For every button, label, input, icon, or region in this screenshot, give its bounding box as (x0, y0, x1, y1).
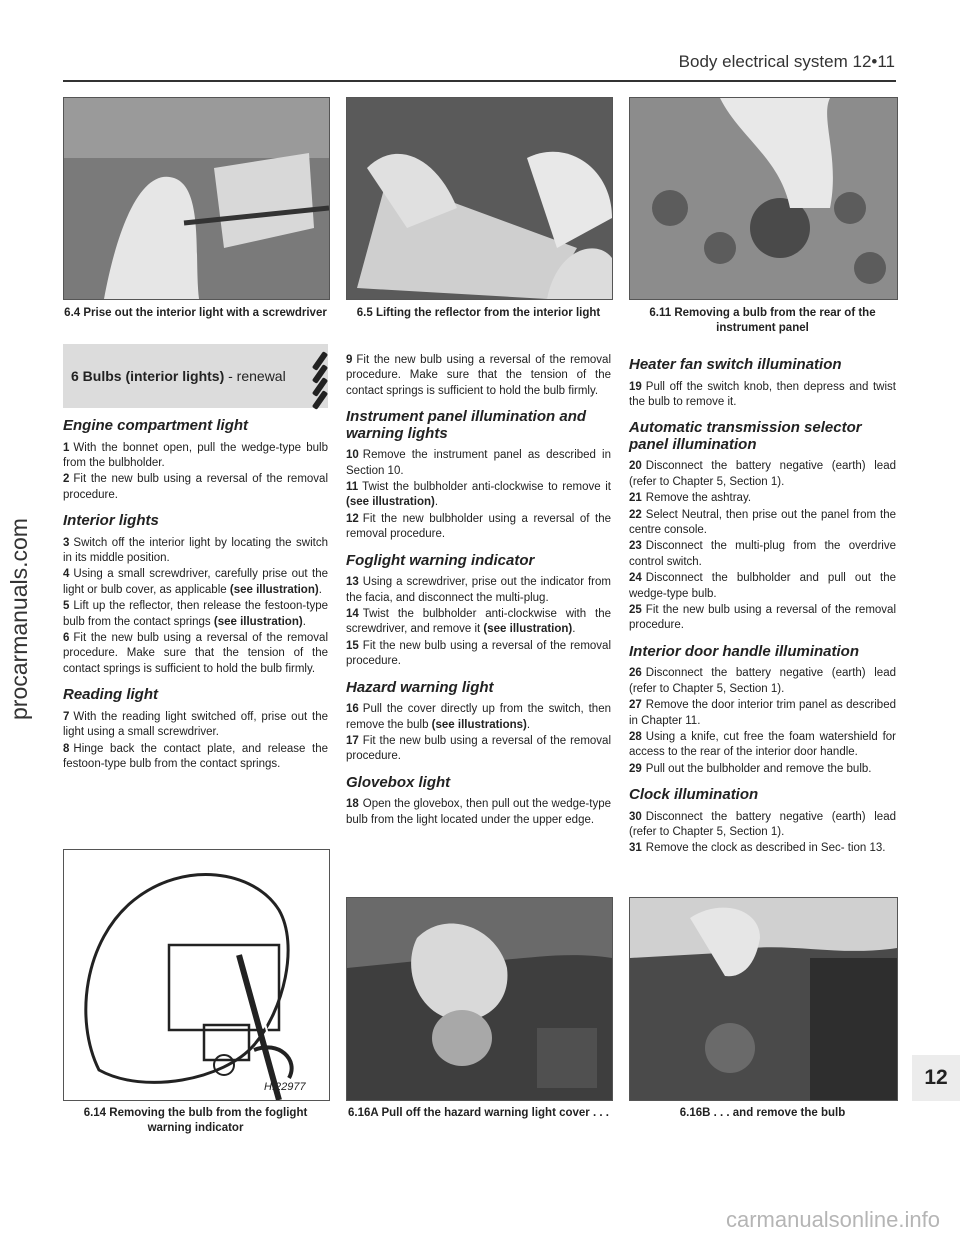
step-9: 9 Fit the new bulb using a reversal of the removal procedure. Make sure that the tension of the contact springs is sufficient to hold the bulb firmly. (346, 354, 611, 397)
drawing-6-14 (63, 849, 330, 1101)
step-1: 1 With the bonnet open, pull the wedge-type bulb from the bulbholder. (63, 441, 328, 469)
step-26: 26 Disconnect the battery negative (earth) lead (refer to Chapter 5, Section 1). (629, 667, 896, 695)
step-3: 3 Switch off the interior light by locating the switch in its middle position. (63, 536, 328, 565)
subheading-hazard: Hazard warning light (346, 678, 494, 696)
subheading-reading-light: Reading light (63, 686, 158, 704)
subheading-auto-transmission: Automatic transmission selector panel illumination (629, 419, 862, 453)
step-14: 14 Twist the bulbholder anti-clockwise with the screwdriver, and remove it (see illustration). (346, 607, 611, 636)
step-25: 25 Fit the new bulb using a reversal of the removal procedure. (629, 603, 896, 632)
caption-6-5: 6.5 Lifting the reflector from the interior light (356, 307, 601, 319)
step-23: 23 Disconnect the multi-plug from the overdrive control switch. (629, 540, 896, 568)
subheading-interior-lights: Interior lights (63, 512, 159, 530)
step-22: 22 Select Neutral, then prise out the panel from the centre console. (629, 508, 896, 536)
page-header-title: Body electrical system 12•11 (678, 52, 895, 71)
step-29: 29 Pull out the bulbholder and remove the bulb. (629, 762, 872, 775)
step-31: 31 Remove the clock as described in Sec- tion 13. (629, 842, 886, 855)
step-4: 4 Using a small screwdriver, carefully prise out the light or bulb cover, as applicable (see illustration). (63, 568, 328, 596)
step-30: 30 Disconnect the battery negative (earth) lead (refer to Chapter 5, Section 1). (629, 810, 896, 839)
step-18: 18 Open the glovebox, then pull out the wedge-type bulb from the light located under the upper edge. (346, 798, 611, 826)
subheading-engine-compartment: Engine compartment light (63, 417, 249, 434)
caption-6-14: 6.14 Removing the bulb from the foglight warning indicator (83, 1107, 308, 1134)
step-19: 19 Pull off the switch knob, then depress and twist the bulb to remove it. (629, 380, 896, 408)
photo-6-11 (629, 97, 898, 300)
step-16: 16 Pull the cover directly up from the switch, then remove the bulb (see illustrations). (346, 703, 611, 731)
step-28: 28 Using a knife, cut free the foam watershield for access to the rear of the interior door handle. (629, 730, 896, 759)
caption-6-11: 6.11 Removing a bulb from the rear of the instrument panel (649, 307, 876, 334)
step-24: 24 Disconnect the bulbholder and pull out the wedge-type bulb. (629, 572, 896, 600)
watermark-vertical: procarmanuals.com (6, 518, 32, 720)
step-12: 12 Fit the new bulbholder using a reversal of the removal procedure. (346, 512, 611, 541)
step-21: 21 Remove the ashtray. (629, 492, 752, 505)
subheading-door-handle: Interior door handle illumination (629, 642, 860, 660)
section-title: 6 Bulbs (interior lights) - renewal (71, 368, 286, 384)
photo-6-4 (63, 97, 330, 300)
step-11: 11 Twist the bulbholder anti-clockwise to remove it (see illustration). (346, 481, 611, 509)
section-heading-box (63, 344, 328, 408)
step-5: 5 Lift up the reflector, then release the festoon-type bulb from the contact springs (see illustration). (63, 600, 328, 628)
step-7: 7 With the reading light switched off, prise out the light using a small screwdriver. (63, 710, 328, 739)
text-column-3 (629, 347, 896, 858)
photo-6-16A (346, 897, 613, 1101)
subheading-clock: Clock illumination (629, 786, 759, 804)
header-rule (63, 80, 896, 82)
drawing-reference: H.22977 (264, 1081, 306, 1093)
photo-6-5 (346, 97, 613, 300)
chapter-tab: 12 (912, 1055, 960, 1101)
step-15: 15 Fit the new bulb using a reversal of the removal procedure. (346, 639, 611, 668)
subheading-heater-fan: Heater fan switch illumination (629, 356, 842, 373)
step-13: 13 Using a screwdriver, prise out the indicator from the facia, and disconnect the multi-plug. (346, 576, 611, 604)
step-27: 27 Remove the door interior trim panel as described in Chapter 11. (629, 699, 896, 727)
photo-6-16B (629, 897, 898, 1101)
caption-6-16B: 6.16B . . . and remove the bulb (679, 1107, 846, 1119)
step-8: 8 Hinge back the contact plate, and release the festoon-type bulb from the contact springs. (63, 742, 328, 770)
step-17: 17 Fit the new bulb using a reversal of the removal procedure. (346, 734, 611, 763)
step-20: 20 Disconnect the battery negative (earth) lead (refer to Chapter 5, Section 1). (629, 460, 896, 488)
text-column-1 (63, 340, 328, 773)
text-column-2 (346, 353, 611, 829)
subheading-glovebox: Glovebox light (346, 773, 451, 791)
step-6: 6 Fit the new bulb using a reversal of the removal procedure. Make sure that the tension of the contact springs is sufficient to hold the bulb firmly. (63, 632, 328, 675)
subheading-instrument-panel: Instrument panel illumination and warning lights (346, 408, 587, 442)
subheading-foglight: Foglight warning indicator (346, 551, 535, 569)
step-10: 10 Remove the instrument panel as described in Section 10. (346, 449, 611, 477)
caption-6-16A: 6.16A Pull off the hazard warning light cover . . . (348, 1107, 609, 1119)
step-2: 2 Fit the new bulb using a reversal of the removal procedure. (63, 473, 328, 501)
caption-6-4: 6.4 Prise out the interior light with a screwdriver (64, 307, 327, 319)
watermark-bottom: carmanualsonline.info (725, 1207, 940, 1232)
